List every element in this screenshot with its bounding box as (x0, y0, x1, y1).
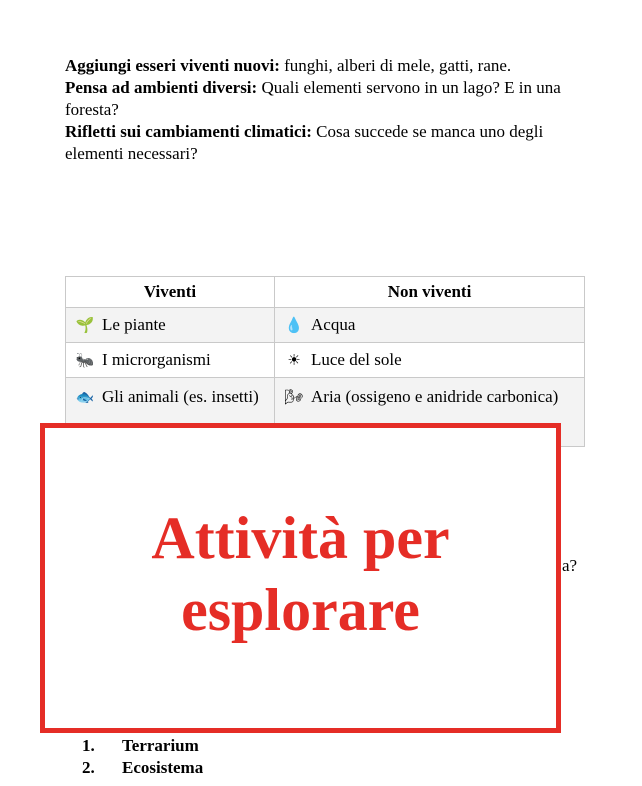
table-header-row (66, 277, 585, 308)
table-cell (66, 343, 275, 378)
cell-text: Le piante (102, 315, 166, 334)
partial-text: a? (562, 556, 578, 575)
intro-line-3-bold: Rifletti sui cambiamenti climatici: (65, 122, 312, 141)
list-label: Ecosistema (122, 758, 204, 777)
cell-text: Aria (ossigeno e anidride carbonica) (311, 387, 559, 406)
header-viventi: Viventi (66, 277, 275, 308)
table-cell (275, 308, 585, 343)
overlay-banner (40, 423, 561, 733)
cell-text: Acqua (311, 315, 356, 334)
table-cell (275, 343, 585, 378)
table-row (66, 343, 585, 378)
table-cell (66, 308, 275, 343)
intro-line-2-text: Quali elementi servono in un lago? E in una foresta? (65, 78, 561, 119)
table-row (66, 308, 585, 343)
intro-line-2-bold: Pensa ad ambienti diversi: (65, 78, 258, 97)
intro-line-2 (65, 77, 605, 121)
cell-text: I microrganismi (102, 350, 211, 369)
intro-line-3 (65, 121, 605, 165)
wind-icon: 🌬 (284, 388, 304, 406)
intro-line-3-text: Cosa succede se manca uno degli elementi necessari? (65, 122, 544, 163)
intro-line-1-bold: Aggiungi esseri viventi nuovi: (65, 56, 280, 75)
intro-section (65, 55, 605, 165)
intro-line-1-text: funghi, alberi di mele, gatti, rane. (279, 56, 512, 75)
header-non-viventi: Non viventi (275, 277, 585, 308)
fish-icon: 🐟 (75, 388, 95, 406)
overlay-title: Attività per esplorare (151, 505, 450, 643)
sun-icon: ☀ (287, 351, 301, 369)
ant-icon: 🐜 (75, 351, 95, 369)
list-number: 2. (82, 758, 95, 777)
list-number: 1. (82, 736, 95, 755)
seedling-icon: 🌱 (75, 316, 95, 334)
intro-line-1 (65, 55, 605, 77)
cell-text: Luce del sole (311, 350, 402, 369)
living-nonliving-table (65, 276, 585, 447)
list-label: Terrarium (122, 736, 199, 755)
droplet-icon: 💧 (284, 316, 304, 334)
cell-text: Gli animali (es. insetti) (102, 387, 259, 406)
